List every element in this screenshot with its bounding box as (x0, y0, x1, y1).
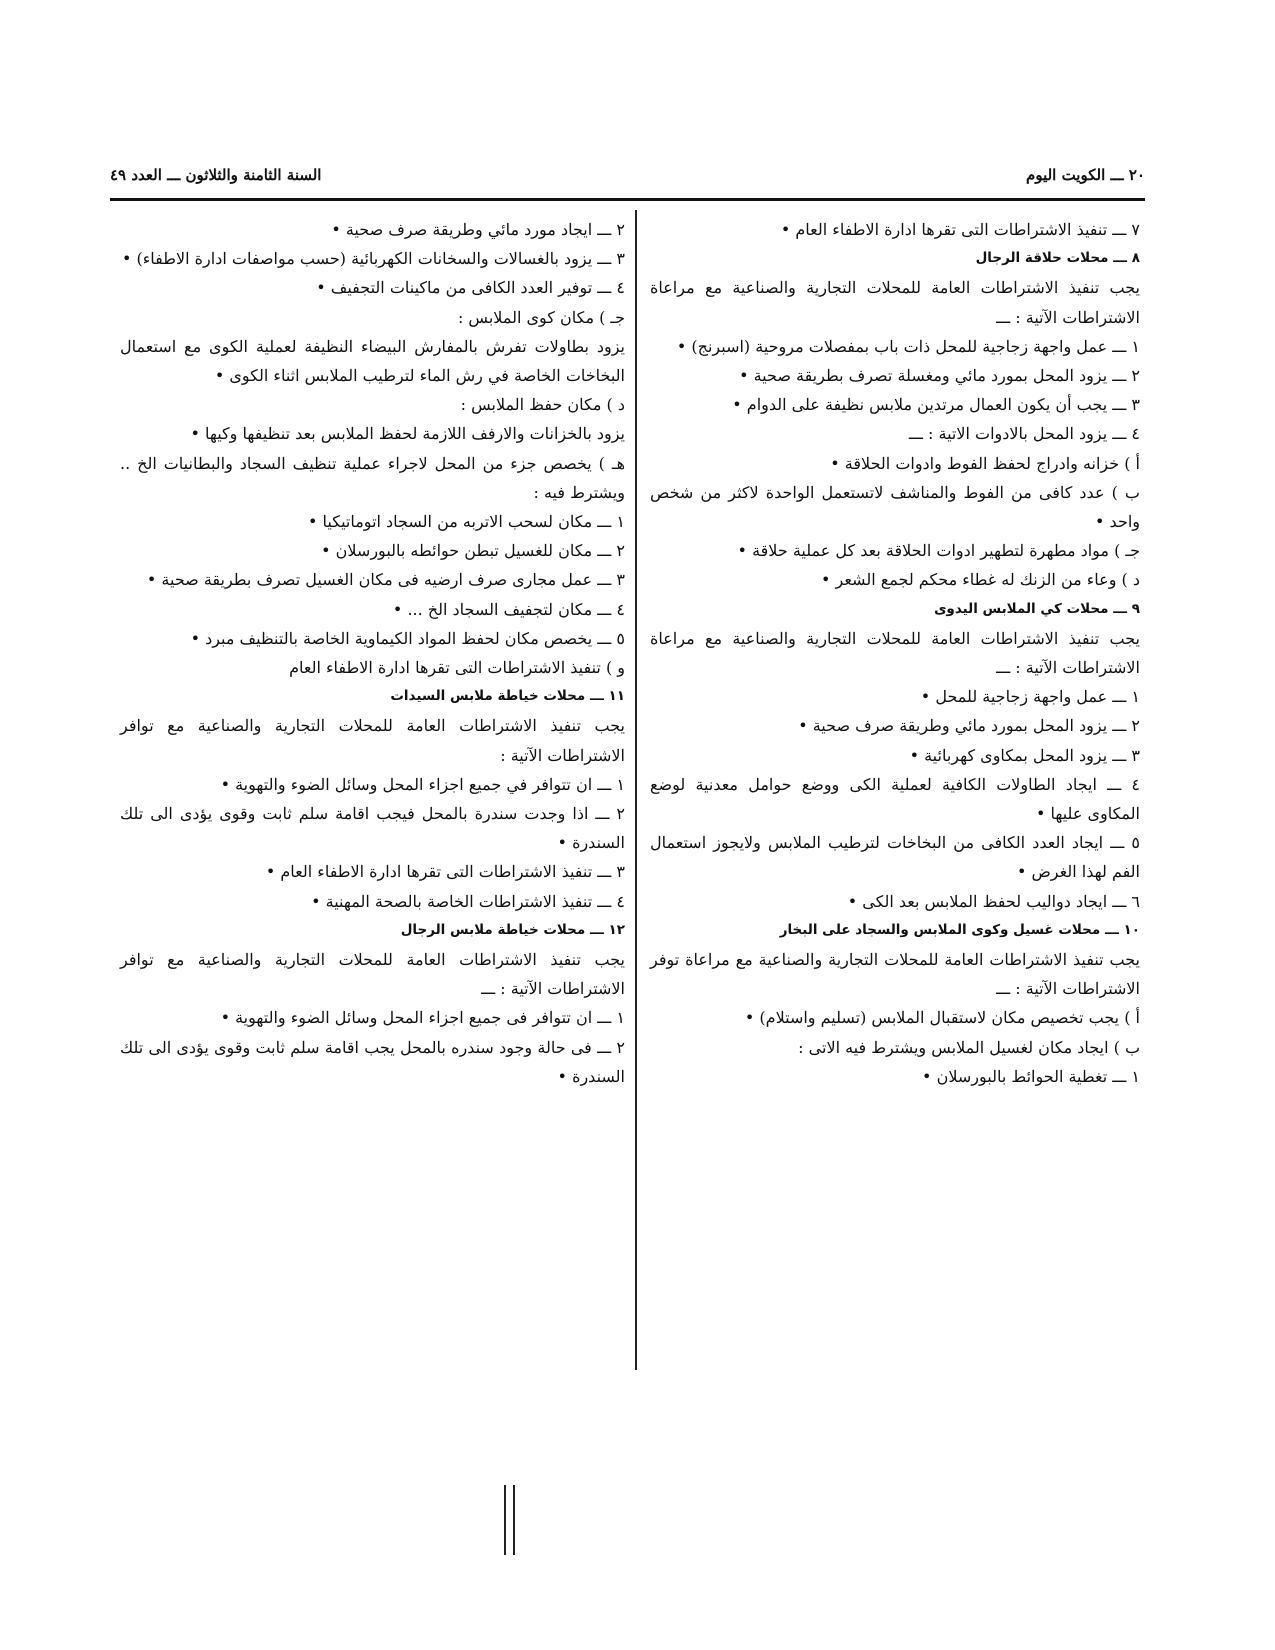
paragraph: يزود بطاولات تفرش بالمفارش البيضاء النظيفة لعملية الكوى مع استعمال البخاخات الخاصة في رش الماء لترطيب الملابس اثناء الكوى • (120, 336, 625, 386)
paragraph: أ ) خزانه وادراج لحفظ الفوط وادوات الحلاقة • (830, 453, 1140, 473)
section-heading: ١٢ ـــ محلات خياطة ملابس الرجال (400, 921, 625, 938)
paragraph: ١ ـــ عمل واجهة زجاجية للمحل ذات باب بمفصلات مروحية (اسبرنج) • (676, 336, 1140, 356)
paragraph: ٥ ـــ يخصص مكان لحفظ المواد الكيماوية الخاصة بالتنظيف مبرد • (190, 628, 625, 648)
paragraph: ١ ـــ مكان لسحب الاتربه من السجاد اتوماتيكيا • (308, 512, 625, 532)
section-heading: ٨ ـــ محلات حلاقة الرجال (975, 250, 1140, 267)
paragraph: جـ ) مواد مطهرة لتطهير ادوات الحلاقة بعد كل عملية حلاقة • (737, 541, 1140, 561)
paragraph: ٤ ـــ توفير العدد الكافى من ماكينات التجفيف • (316, 278, 625, 298)
paragraph: ٣ ـــ عمل مجارى صرف ارضيه فى مكان الغسيل تصرف بطريقة صحية • (146, 570, 625, 590)
header-page-title: ٢٠ ـــ الكويت اليوم (1026, 166, 1145, 184)
paragraph: ١ ـــ ان تتوافر في جميع اجزاء المحل وسائل الضوء والتهوية • (220, 774, 625, 794)
paragraph: ٢ ـــ ايجاد مورد مائي وطريقة صرف صحية • (331, 220, 625, 239)
right-column (650, 215, 1140, 1091)
left-column (120, 215, 625, 1091)
paragraph: ٥ ـــ ايجاد العدد الكافى من البخاخات لترطيب الملابس ولايجوز استعمال الفم لهذا الغرض • (650, 833, 1141, 882)
header-issue-info: السنة الثامنة والثلاثون ـــ العدد ٤٩ (110, 166, 322, 184)
paragraph: ٣ ـــ يزود بالغسالات والسخانات الكهربائية (حسب مواصفات ادارة الاطفاء) • (122, 249, 625, 269)
paragraph: ٦ ـــ ايجاد دواليب لحفظ الملابس بعد الكى • (847, 891, 1140, 911)
header-rule (110, 198, 1145, 201)
scan-artifact-mark (504, 1485, 515, 1555)
paragraph: هـ ) يخصص جزء من المحل لاجراء عملية تنظيف السجاد والبطانيات الخ .. ويشترط فيه : (120, 453, 625, 502)
paragraph: ٤ ـــ مكان لتجفيف السجاد الخ ... • (392, 599, 625, 619)
paragraph: ٧ ـــ تنفيذ الاشتراطات التى تقرها ادارة الاطفاء العام • (780, 220, 1140, 239)
paragraph: يجب تنفيذ الاشتراطات العامة للمحلات التجارية والصناعية مع مراعاة الاشتراطات الآتية : ـــ (650, 628, 1140, 678)
section-heading: ١١ ـــ محلات خياطة ملابس السيدات (390, 688, 625, 705)
paragraph: ٣ ـــ تنفيذ الاشتراطات التى تقرها ادارة الاطفاء العام • (265, 862, 625, 882)
paragraph: ٢ ـــ يزود المحل بمورد مائي ومغسلة تصرف بطريقة صحية • (739, 366, 1140, 386)
paragraph: ١ ـــ تغطية الحوائط بالبورسلان • (922, 1066, 1140, 1086)
paragraph: ب ) ايجاد مكان لغسيل الملابس ويشترط فيه الاتى : (798, 1037, 1140, 1057)
paragraph: ٢ ـــ اذا وجدت سندرة بالمحل فيجب اقامة سلم ثابت وقوى يؤدى الى تلك السندرة • (120, 804, 625, 853)
paragraph: ٢ ـــ فى حالة وجود سندره بالمحل يجب اقامة سلم ثابت وقوى يؤدى الى تلك السندرة • (120, 1037, 625, 1086)
paragraph: يجب تنفيذ الاشتراطات العامة للمحلات التجارية والصناعية مع مراعاة توفر الاشتراطات الآتية : ـــ (650, 950, 1141, 999)
paragraph: ٣ ـــ يجب أن يكون العمال مرتدين ملابس نظيفة على الدوام • (732, 395, 1140, 415)
paragraph: ١ ـــ ان تتوافر فى جميع اجزاء المحل وسائل الضوء والتهوية • (220, 1008, 625, 1028)
paragraph: د ) مكان حفظ الملابس : (460, 395, 625, 415)
page-header (110, 162, 1145, 192)
paragraph: جـ ) مكان كوى الملابس : (457, 307, 625, 327)
paragraph: ٤ ـــ ايجاد الطاولات الكافية لعملية الكى ووضع حوامل معدنية لوضع المكاوى عليها • (650, 774, 1140, 824)
paragraph: ١ ـــ عمل واجهة زجاجية للمحل • (920, 687, 1140, 707)
paragraph: ٤ ـــ يزود المحل بالادوات الاتية : ـــ (908, 424, 1140, 444)
paragraph: ٢ ـــ يزود المحل بمورد مائي وطريقة صرف صحية • (798, 716, 1140, 736)
section-heading: ٩ ـــ محلات كي الملابس اليدوى (934, 600, 1140, 617)
paragraph: يجب تنفيذ الاشتراطات العامة للمحلات التجارية والصناعية مع توافر الاشتراطات الآتية : (120, 716, 625, 765)
paragraph: أ ) يجب تخصيص مكان لاستقبال الملابس (تسليم واستلام) • (744, 1008, 1140, 1028)
paragraph: يجب تنفيذ الاشتراطات العامة للمحلات التجارية والصناعية مع توافر الاشتراطات الآتية : ـــ (120, 950, 625, 999)
section-heading: ١٠ ـــ محلات غسيل وكوى الملابس والسجاد على البخار (779, 921, 1140, 938)
paragraph: يزود بالخزانات والارفف اللازمة لحفظ الملابس بعد تنظيفها وكيها • (190, 424, 625, 444)
paragraph: ٤ ـــ تنفيذ الاشتراطات الخاصة بالصحة المهنية • (311, 891, 625, 911)
paragraph: د ) وعاء من الزنك له غطاء محكم لجمع الشعر • (820, 570, 1140, 590)
paragraph: ب ) عدد كافى من الفوط والمناشف لاتستعمل الواحدة لاكثر من شخص واحد • (650, 482, 1140, 532)
paragraph: ٣ ـــ يزود المحل بمكاوى كهربائية • (909, 745, 1140, 765)
paragraph: و ) تنفيذ الاشتراطات التى تقرها ادارة الاطفاء العام (289, 658, 625, 678)
column-divider (635, 210, 637, 1370)
paragraph: يجب تنفيذ الاشتراطات العامة للمحلات التجارية والصناعية مع مراعاة الاشتراطات الآتية : ـــ (650, 278, 1140, 327)
paragraph: ٢ ـــ مكان للغسيل تبطن حوائطه بالبورسلان • (321, 541, 625, 561)
